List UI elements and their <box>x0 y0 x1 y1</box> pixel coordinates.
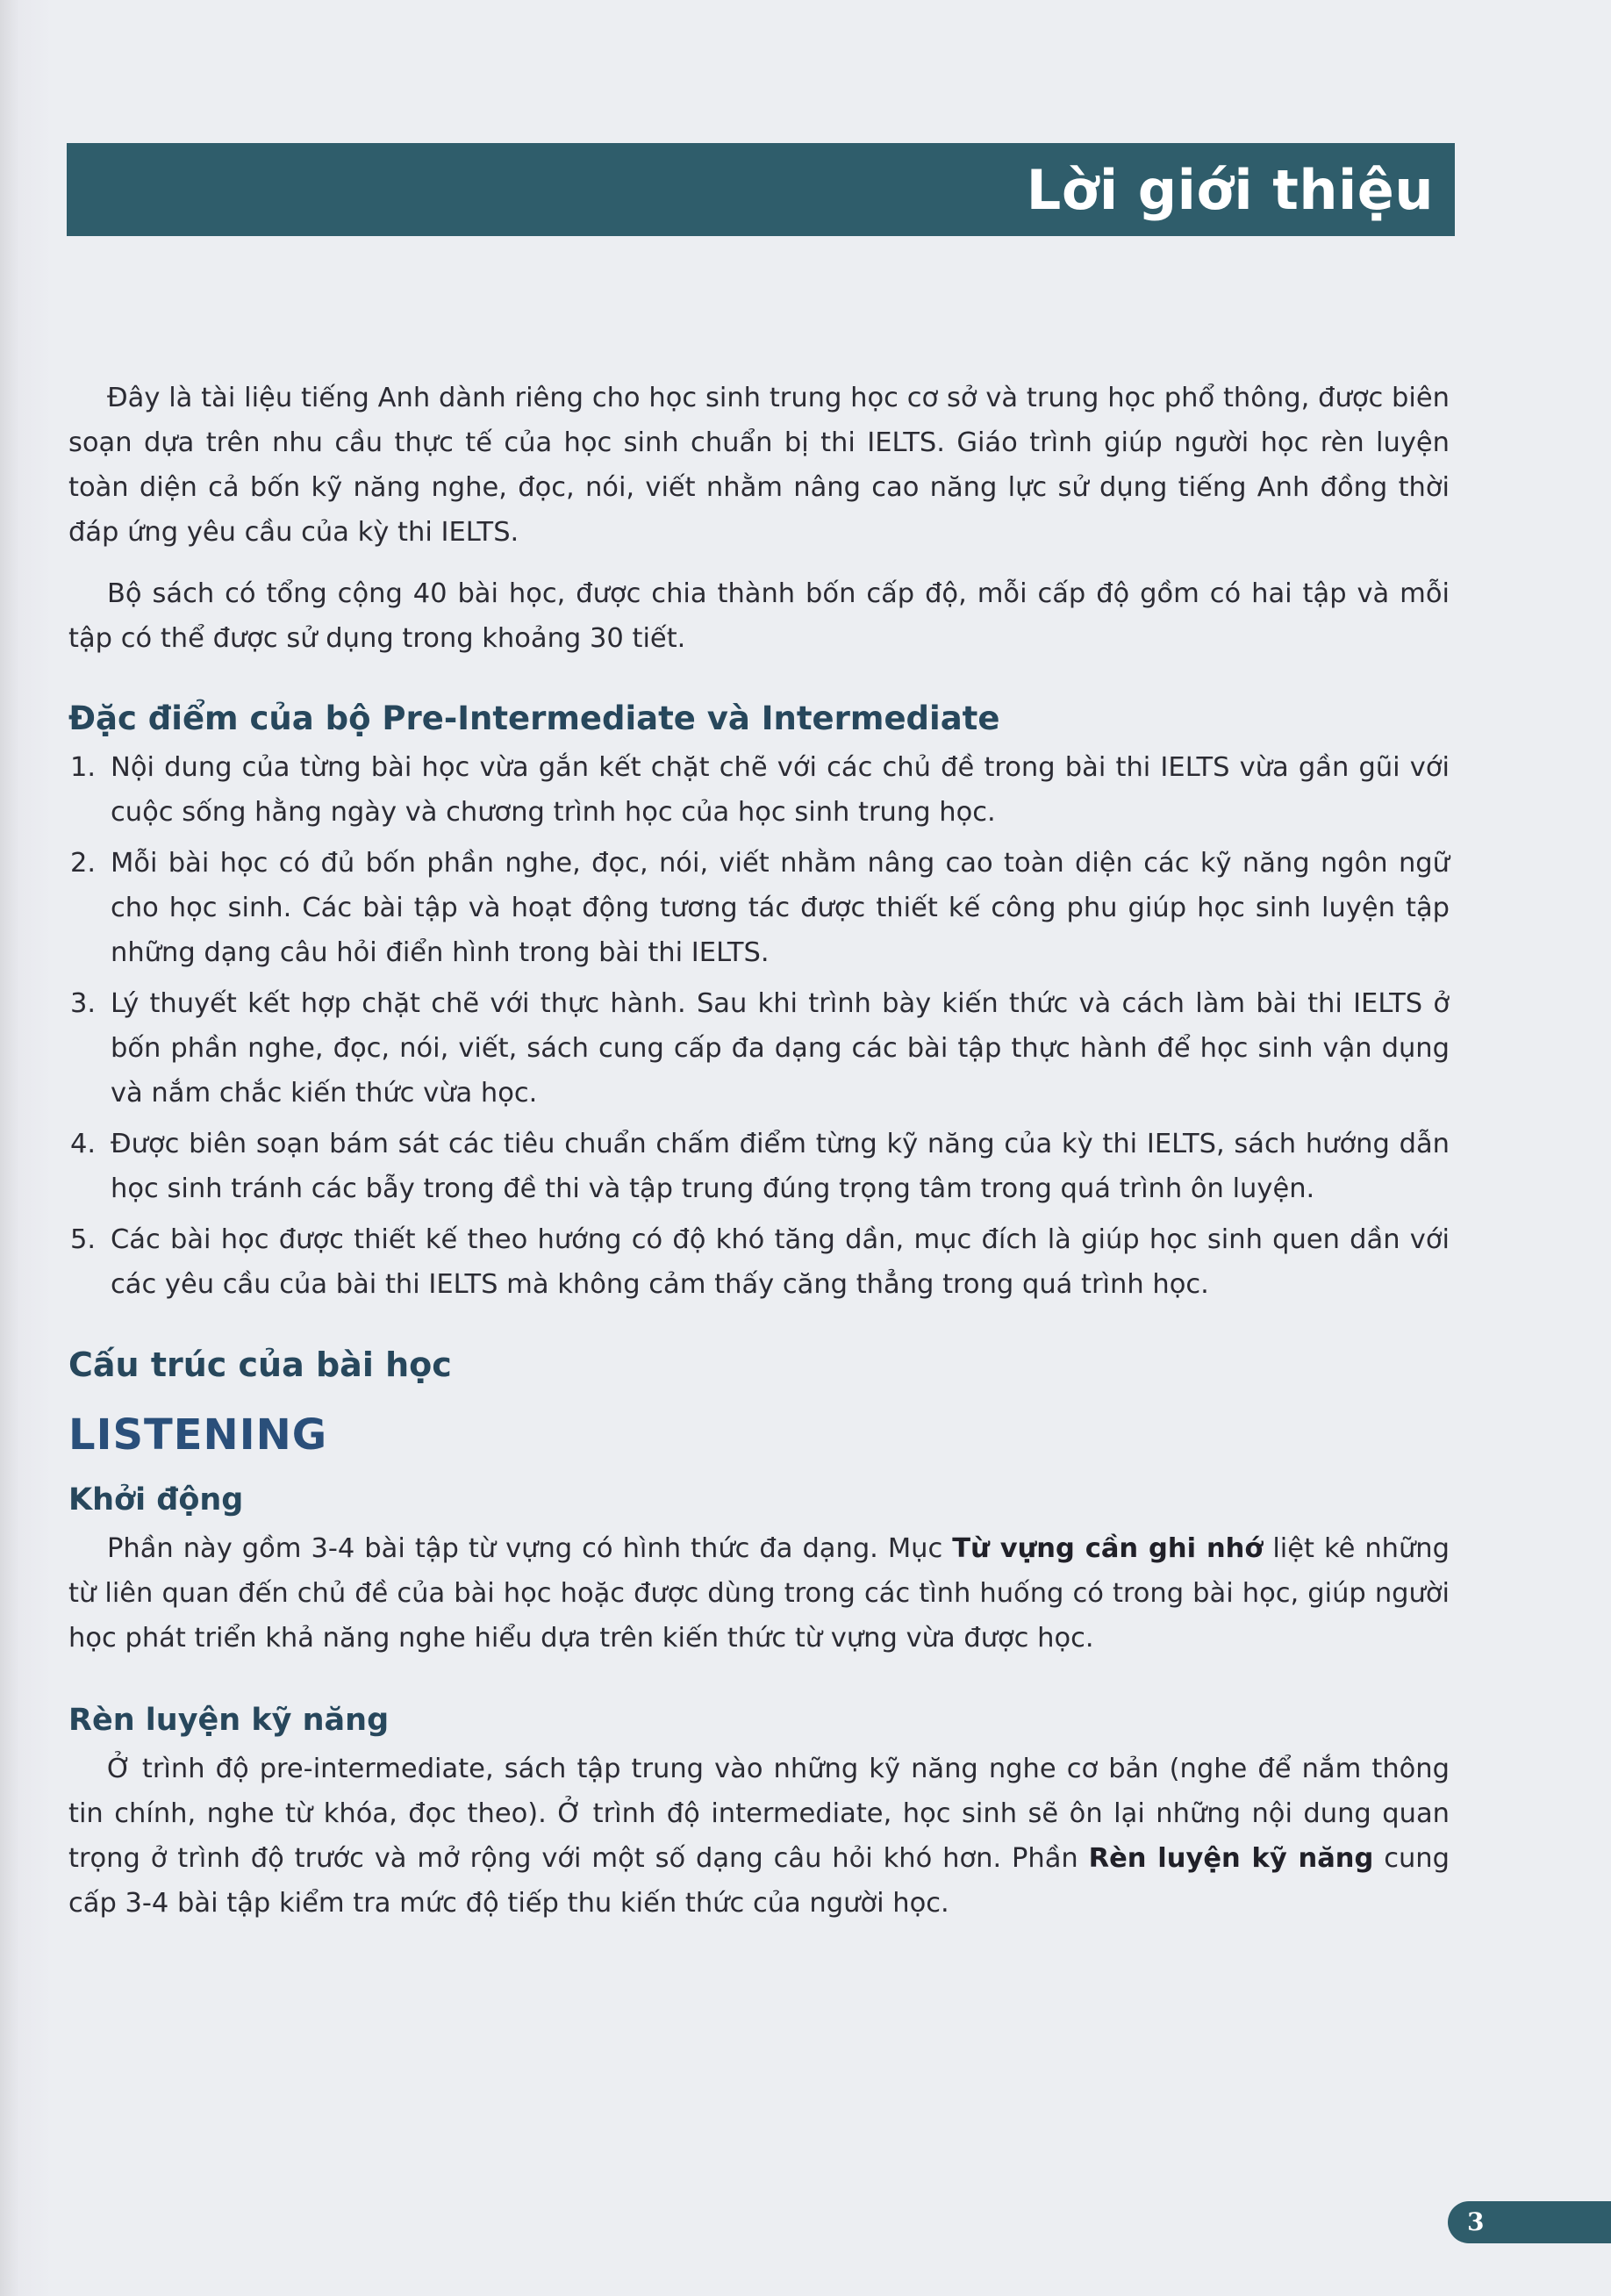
list-number: 5. <box>70 1224 97 1255</box>
list-number: 1. <box>70 752 97 783</box>
warmup-heading: Khởi động <box>68 1482 244 1518</box>
page-content <box>68 376 1450 1926</box>
list-item-text: Mỗi bài học có đủ bốn phần nghe, đọc, nói, viết nhằm nâng cao toàn diện các kỹ năng ngôn ngữ cho học sinh. Các bài tập và hoạt động tương tác được thiết kế công phu giúp học sinh luyện tập những dạng câu hỏi điển hình trong bài thi IELTS. <box>111 848 1450 968</box>
features-heading: Đặc điểm của bộ Pre-Intermediate và Intermediate <box>68 700 1000 737</box>
list-number: 3. <box>70 988 97 1019</box>
list-item <box>68 745 1450 835</box>
features-list <box>68 745 1450 1307</box>
page-number: 3 <box>1467 2207 1485 2236</box>
list-item-text: Lý thuyết kết hợp chặt chẽ với thực hành. Sau khi trình bày kiến thức và cách làm bài thi IELTS ở bốn phần nghe, đọc, nói, viết, sách cung cấp đa dạng các bài tập thực hành để học sinh vận dụng và nắm chắc kiến thức vừa học. <box>111 988 1450 1109</box>
page-title: Lời giới thiệu <box>1026 157 1434 222</box>
title-banner <box>67 143 1455 236</box>
practice-text-2: cung cấp 3-4 bài tập kiểm tra mức độ tiếp thu kiến thức của người học. <box>68 1843 1450 1919</box>
warmup-text-2: liệt kê những từ liên quan đến chủ đề của bài học hoặc được dùng trong các tình huống có trong bài học, giúp người học phát triển khả năng nghe hiểu dựa trên kiến thức từ vựng vừa được học. <box>68 1533 1450 1654</box>
warmup-bold-term: Từ vựng cần ghi nhớ <box>952 1533 1264 1564</box>
practice-paragraph <box>68 1747 1450 1926</box>
warmup-paragraph <box>68 1526 1450 1661</box>
list-item-text: Các bài học được thiết kế theo hướng có độ khó tăng dần, mục đích là giúp học sinh quen dần với các yêu cầu của bài thi IELTS mà không cảm thấy căng thẳng trong quá trình học. <box>111 1224 1450 1300</box>
practice-text-1: Ở trình độ pre-intermediate, sách tập trung vào những kỹ năng nghe cơ bản (nghe để nắm thông tin chính, nghe từ khóa, đọc theo). Ở trình độ intermediate, học sinh sẽ ôn lại những nội dung quan trọng ở trình độ trước và mở rộng với một số dạng câu hỏi khó hơn. Phần <box>68 1754 1450 1874</box>
list-number: 4. <box>70 1129 97 1159</box>
listening-heading: LISTENING <box>68 1410 328 1460</box>
list-item-text: Được biên soạn bám sát các tiêu chuẩn chấm điểm từng kỹ năng của kỳ thi IELTS, sách hướng dẫn học sinh tránh các bẫy trong đề thi và tập trung đúng trọng tâm trong quá trình ôn luyện. <box>111 1129 1450 1204</box>
practice-heading: Rèn luyện kỹ năng <box>68 1703 390 1738</box>
list-item-text: Nội dung của từng bài học vừa gắn kết chặt chẽ với các chủ đề trong bài thi IELTS vừa gần gũi với cuộc sống hằng ngày và chương trình học của học sinh trung học. <box>111 752 1450 828</box>
list-item <box>68 841 1450 975</box>
list-item <box>68 1122 1450 1211</box>
list-item <box>68 981 1450 1116</box>
list-item <box>68 1217 1450 1307</box>
list-number: 2. <box>70 848 97 879</box>
structure-heading: Cấu trúc của bài học <box>68 1345 452 1384</box>
practice-bold-term: Rèn luyện kỹ năng <box>1088 1843 1374 1874</box>
intro-paragraph-2: Bộ sách có tổng cộng 40 bài học, được chia thành bốn cấp độ, mỗi cấp độ gồm có hai tập và mỗi tập có thể được sử dụng trong khoảng 30 tiết. <box>68 578 1450 654</box>
warmup-text-1: Phần này gồm 3-4 bài tập từ vựng có hình thức đa dạng. Mục <box>107 1533 953 1564</box>
intro-paragraph-1: Đây là tài liệu tiếng Anh dành riêng cho học sinh trung học cơ sở và trung học phổ thông, được biên soạn dựa trên nhu cầu thực tế của học sinh chuẩn bị thi IELTS. Giáo trình giúp người học rèn luyện toàn diện cả bốn kỹ năng nghe, đọc, nói, viết nhằm nâng cao năng lực sử dụng tiếng Anh đồng thời đáp ứng yêu cầu của kỳ thi IELTS. <box>68 383 1450 548</box>
